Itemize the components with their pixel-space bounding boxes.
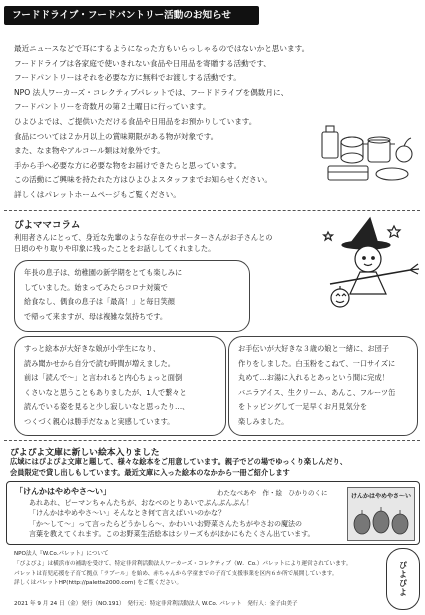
- intro-line: この活動にご興味を持たれた方はひよひよスタッフまでお知らせください。: [14, 175, 272, 185]
- vegetables-icon: [348, 500, 414, 540]
- bubble-line: バニラアイス、生クリーム、あんこ、フルーツ缶: [238, 387, 396, 397]
- box-icon: [328, 166, 368, 180]
- book-author: わたなべあや 作・絵 ひかりのくに: [217, 489, 328, 497]
- logo-text: ぴよぴよ: [398, 561, 408, 597]
- intro-line: 詳しくはパレットホームページもご覧ください。: [14, 189, 181, 199]
- bubble-line: 楽しみました。: [238, 416, 289, 426]
- column-title: ぴよママコラム: [14, 220, 81, 231]
- book-cover-image: [347, 487, 415, 541]
- bubble-line: していました。始まってみたらコロナ対策で: [24, 282, 168, 292]
- section-divider: [4, 210, 420, 211]
- books-intro-line: 会員限定で貸し出しもしています。最近文庫に入った絵本のなかから一冊ご紹介します: [10, 467, 290, 477]
- intro-line: フードパントリーを奇数月の第２土曜日に行っています。: [14, 102, 211, 112]
- footer-line: パレットは育児応援を子育て拠点「ラブール」を始め、赤ちゃんから学童までの子育て支援事業を区内６か所で展開しています。: [14, 570, 338, 577]
- intro-line: また、なま物やアルコール類は対象外です。: [14, 146, 165, 156]
- bubble-line: 読んでいる姿を見ると少し寂しいなと思ったり…、: [24, 402, 190, 412]
- bubble-line: つくづく親心は勝手だなぁと実感しています。: [24, 416, 175, 426]
- column-bubble-2: [14, 336, 226, 436]
- bubble-line: すっと絵本が大好きな娘が小学生になり、: [24, 344, 161, 353]
- witch-hat-icon: [350, 218, 378, 244]
- section-divider: [4, 440, 420, 441]
- face-icon: [355, 246, 381, 272]
- footer-line: NPO法人『W.Co.パレット』について: [14, 551, 109, 557]
- book-text-line: 言葉を教えてくれます。このお野菜生活絵本はシリーズもがほかにもたくさん出ています。: [29, 530, 315, 539]
- intro-line: 最近ニュースなどで耳にするようになった方もいらっしゃるのではないかと思います。: [14, 44, 310, 53]
- intro-line: 食品については２か月以上の賞味期限がある物が対象です。: [14, 131, 219, 141]
- bubble-line: をトッピングして一足早くお月見気分を: [238, 402, 368, 412]
- bubble-line: 読み聞かせから自分で読む時間が増えました。: [24, 358, 175, 368]
- book-title: 「けんかはやめやさ～い」: [15, 487, 111, 496]
- featured-book-card: [6, 481, 420, 545]
- books-intro-line: 広域にはぴよぴよ文庫と題して、様々な絵本をご用意しています。親子でどの場でゆっくり楽しんだり、: [10, 457, 348, 466]
- book-description: [29, 498, 315, 540]
- intro-line: NPO 法人ワーカーズ・コレクティブパレットでは、フードドライブを偶数月に、: [14, 87, 289, 97]
- bowl-icon: [376, 168, 408, 180]
- pumpkin-icon: [331, 289, 349, 307]
- column-intro: [14, 232, 272, 254]
- food-items-illustration: [318, 120, 422, 190]
- column-intro-line: 日頃のやり取りや印象に残ったことをお話ししてくれました。: [14, 244, 216, 253]
- intro-line: 手から手へ必要な方に必要な物をお届けできたらと思っています。: [14, 160, 242, 170]
- intro-text: [14, 42, 314, 203]
- intro-line: フードパントリーはそれを必要な方に無料でお渡しする活動です。: [14, 73, 241, 83]
- witch-kid-illustration: [320, 214, 420, 312]
- piyopiyo-logo-stamp: [386, 548, 420, 610]
- onion-icon: [396, 146, 412, 162]
- books-title: ぴよぴよ文庫に新しい絵本入りました: [10, 448, 160, 458]
- footer-line: 詳しくはパレットHP(http://palette2000.com) をご覧ください。: [14, 580, 183, 587]
- column-bubble-1: [14, 260, 250, 332]
- bubble-line: で帰って来ますが、母は複雑な気持ちです。: [24, 311, 168, 321]
- bubble-line: 給食なし、偶食の息子は「最高！」と毎日笑顔: [24, 297, 175, 307]
- book-cover-title: けんかはやめやさ～い: [350, 493, 411, 500]
- star-icon: [324, 232, 333, 240]
- header-title: フードドライブ・フードパントリー活動のお知らせ: [12, 10, 232, 21]
- intro-line: ひよひよでは、ご提供いただける食品や日用品をお預かりしています。: [14, 116, 257, 126]
- can-icon: [341, 153, 363, 163]
- books-intro: [10, 457, 347, 478]
- intro-line: フードドライブは各家庭で使いきれない食品や日用品を寄贈する活動です、: [14, 58, 271, 68]
- bubble-line: お手伝いが大好きな３歳の娘と一緒に、お団子: [238, 344, 389, 353]
- newsletter-header: [4, 6, 259, 25]
- bubble-line: 年長の息子は、幼稚園の新学期をとても楽しみに: [24, 268, 183, 277]
- bubble-line: 前は「読んで～」と言われると内心ちょっと面倒: [24, 373, 183, 383]
- book-text-line: 「か～して～」って言ったらどうかしら～、かわいいお野菜さんたちがやさおの魔法の: [29, 519, 302, 528]
- column-bubble-3: [228, 336, 418, 436]
- bubble-line: くさいなと思うこともありましたが、1人で繋々と: [24, 387, 187, 397]
- bottle-icon: [322, 132, 338, 158]
- column-intro-line: 利用者さんにとって、身近な先輩のような存在のサポーターさんがお子さんとの: [14, 233, 273, 242]
- issue-info: 2021 年 9 月 24 日（金）発行（NO.191） 発行元：特定非営利活動法人 W.Co. パレット 発行人：金子由美子: [14, 601, 298, 607]
- star-icon: [388, 226, 400, 237]
- footer-info: [14, 550, 351, 589]
- footer-line: 「ぴよぴよ」は横浜市の補助を受けて、特定非営利活動法人ワーカーズ・コレクティブ（W．Co.）パレットにより運営されています。: [14, 560, 352, 567]
- book-text-line: あれあれ、ピーマンちゃんたちが、おなべのとりあいでぶんぶんぷん！: [29, 499, 254, 507]
- bubble-line: 作りをしました。白玉粉をこねて、一口サイズに: [238, 358, 396, 368]
- bubble-line: 丸めて…お湯に入れるとあっという間に完成！: [238, 373, 389, 383]
- book-text-line: 「けんかはやめやさ～い」そんなとき何て言えばいいのかな？: [29, 509, 225, 518]
